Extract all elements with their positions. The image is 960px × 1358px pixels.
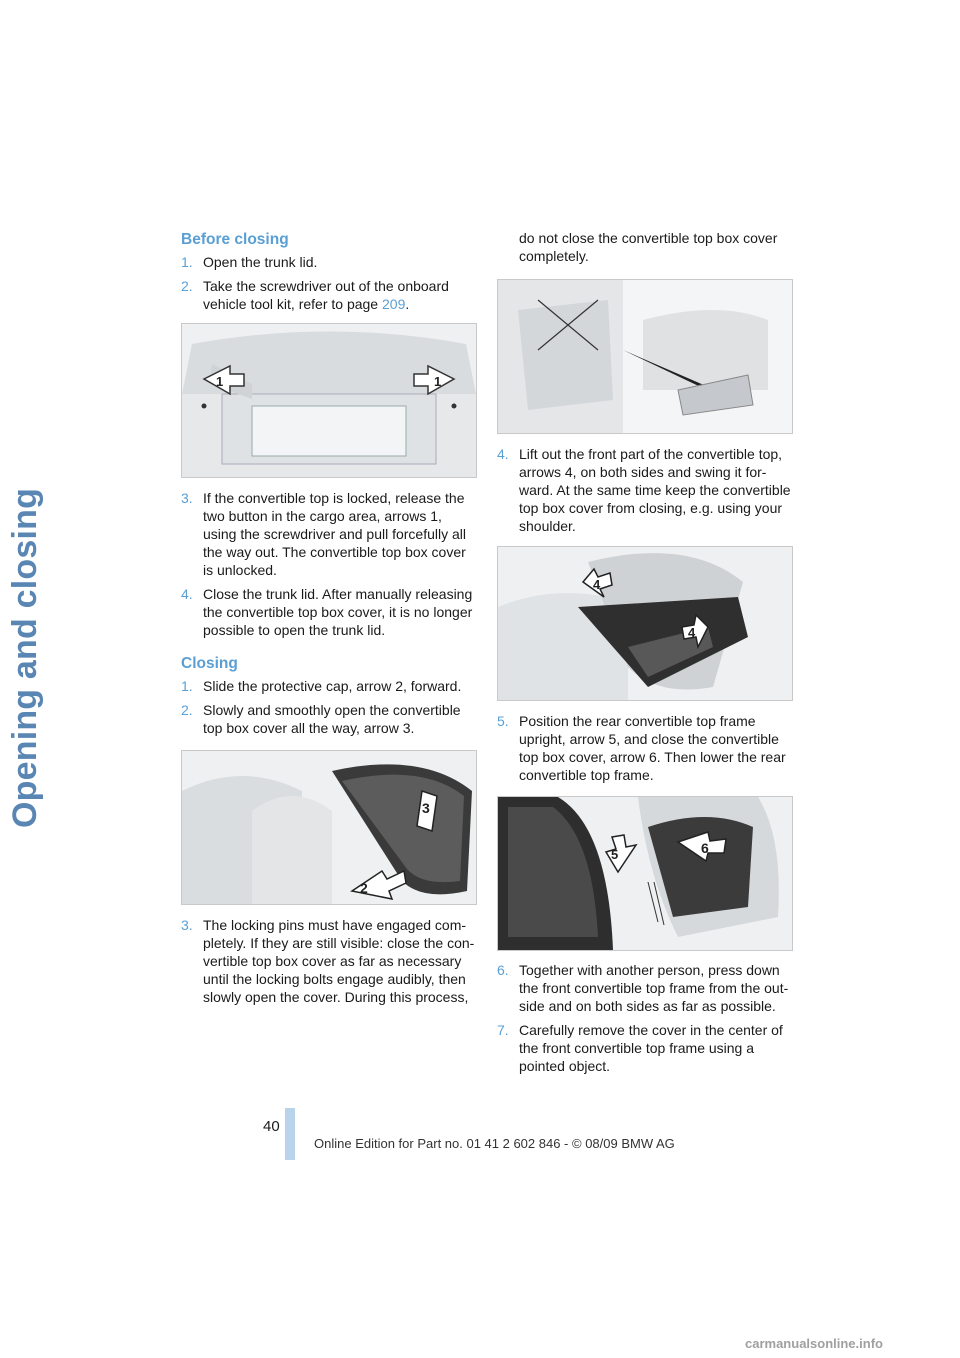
cover-open-illustration (182, 751, 476, 904)
figure-locking-pins (497, 279, 793, 434)
step-closing-2: 2. Slowly and smoothly open the convertible top box cover all the way, arrow 3. (181, 702, 461, 736)
rear-frame-illustration (498, 797, 792, 950)
figure-label-1b: 1 (434, 374, 442, 389)
step-before-1: 1. Open the trunk lid. (181, 254, 318, 270)
figure-trunk-buttons (181, 323, 477, 478)
heading-before-closing: Before closing (181, 231, 289, 248)
step-before-2: 2. Take the screwdriver out of the onboard vehicle tool kit, refer to page 209. (181, 278, 449, 312)
step-closing-7: 7. Carefully remove the cover in the center of the front convertible top frame using a pointed object. (497, 1022, 783, 1074)
figure-front-top-lift (497, 546, 793, 701)
figure-label-5: 5 (611, 847, 619, 862)
step-before-3: 3. If the convertible top is locked, release the two button in the cargo area, arrows 1, using the screwdriver and pull forcefully all the way out. The convertible top box cover is unlocked. (181, 490, 467, 578)
page-number: 40 (263, 1118, 280, 1135)
step-closing-4: 4. Lift out the front part of the convertible top, arrows 4, on both sides and swing it for-ward. At the same time keep the convertible top box cover from closing, e.g. using your shoulder. (497, 446, 791, 534)
trunk-illustration (182, 324, 476, 477)
section-title-vertical (6, 228, 156, 828)
section-title-text: Opening and closing (6, 487, 44, 828)
watermark: carmanualsonline.info (745, 1336, 883, 1351)
figure-label-4b: 4 (688, 625, 696, 640)
figure-rear-frame (497, 796, 793, 951)
figure-label-6: 6 (701, 840, 709, 856)
figure-label-1a: 1 (216, 374, 224, 389)
page-link[interactable]: 209 (382, 296, 406, 312)
step-closing-6: 6. Together with another person, press down the front convertible top frame from the out-side and on both sides as far as possible. (497, 962, 789, 1014)
figure-box-cover-open (181, 750, 477, 905)
step-3-continuation: do not close the convertible top box cover completely. (519, 230, 778, 264)
figure-label-4a: 4 (593, 577, 601, 592)
footer-edition-text: Online Edition for Part no. 01 41 2 602 846 - © 08/09 BMW AG (314, 1136, 675, 1151)
step-closing-1: 1. Slide the protective cap, arrow 2, forward. (181, 678, 462, 694)
front-top-illustration (498, 547, 792, 700)
heading-closing: Closing (181, 655, 238, 672)
step-closing-5: 5. Position the rear convertible top frame upright, arrow 5, and close the convertible top box cover, arrow 6. Then lower the rear convertible top frame. (497, 713, 786, 783)
locking-pins-illustration (498, 280, 792, 433)
step-closing-3: 3. The locking pins must have engaged com-pletely. If they are still visible: close the con-vertible top box cover as far as necessary until the locking bolts engage audibly, then slowly open the cover. During this process, (181, 917, 475, 1005)
step-before-4: 4. Close the trunk lid. After manually releasing the convertible top box cover, it is no longer possible to open the trunk lid. (181, 586, 473, 638)
figure-label-3: 3 (422, 800, 430, 816)
figure-label-2: 2 (360, 880, 368, 896)
footer-accent-bar (285, 1108, 295, 1160)
